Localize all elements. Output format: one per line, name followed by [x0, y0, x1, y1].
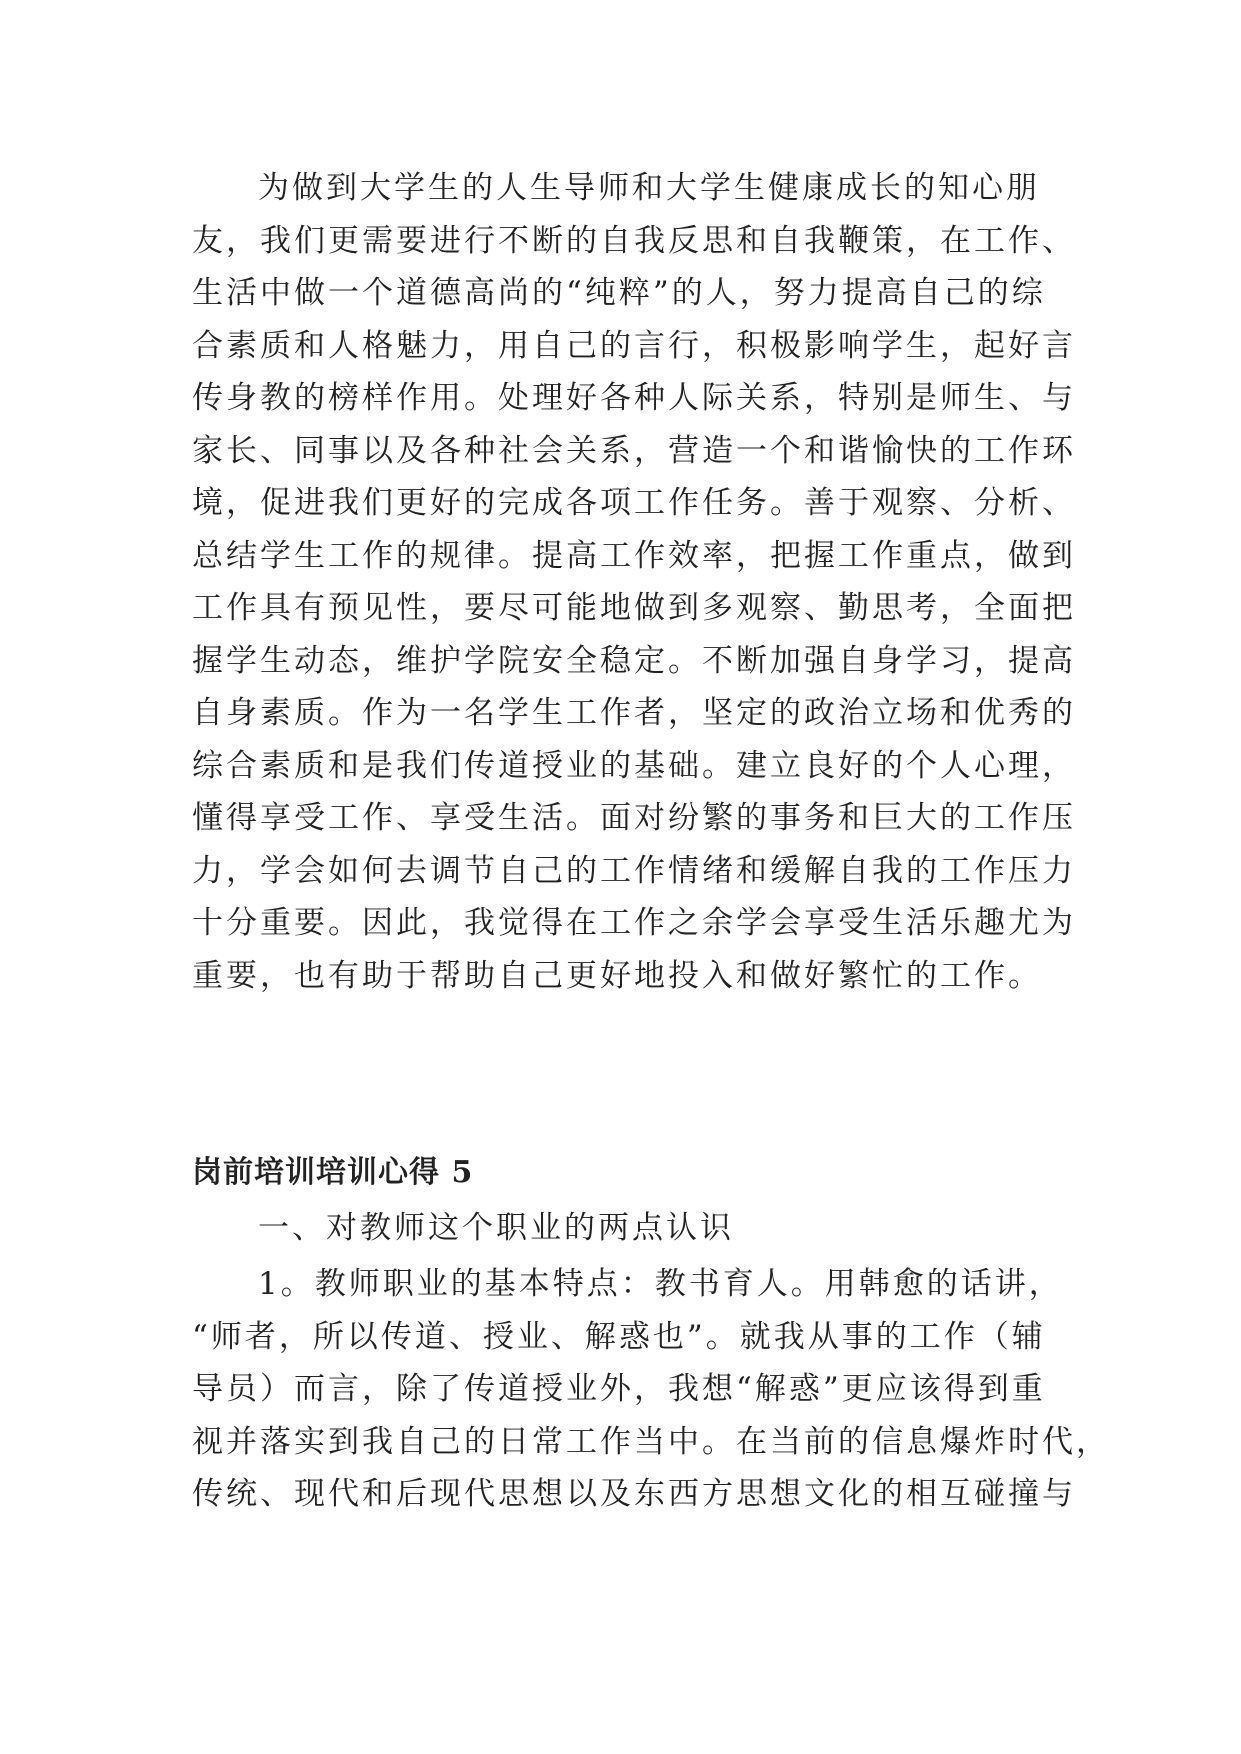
section-heading: 岗前培训培训心得 5: [192, 1155, 474, 1190]
subheading: [192, 1202, 1068, 1255]
body-paragraph-1: [192, 162, 1076, 1002]
text-line: “师者，所以传道、授业、解惑也”。就我从事的工作（辅: [192, 1318, 1046, 1355]
text-line: 家长、同事以及各种社会关系，营造一个和谐愉快的工作环: [192, 432, 1076, 469]
text-line: 生活中做一个道德高尚的“纯粹”的人，努力提高自己的综: [192, 275, 1046, 311]
text-line: 总结学生工作的规律。提高工作效率，把握工作重点，做到: [192, 537, 1076, 574]
subheading-text: 一、对教师这个职业的两点认识: [258, 1210, 734, 1246]
text-line: 1。教师职业的基本特点：教书育人。用韩愈的话讲，: [258, 1266, 1063, 1302]
text-line: 传身教的榜样作用。处理好各种人际关系，特别是师生、与: [192, 380, 1076, 416]
text-line: 视并落实到我自己的日常工作当中。在当前的信息爆炸时代，: [192, 1423, 1110, 1460]
text-line: 懂得享受工作、享受生活。面对纷繁的事务和巨大的工作压: [192, 800, 1076, 836]
text-line: 综合素质和是我们传道授业的基础。建立良好的个人心理，: [192, 747, 1076, 784]
text-line: 为做到大学生的人生导师和大学生健康成长的知心朋: [258, 170, 1040, 206]
body-paragraph-2: [192, 1258, 1110, 1521]
text-line: 重要，也有助于帮助自己更好地投入和做好繁忙的工作。: [192, 957, 1042, 994]
text-line: 十分重要。因此，我觉得在工作之余学会享受生活乐趣尤为: [192, 905, 1076, 941]
text-line: 握学生动态，维护学院安全稳定。不断加强自身学习，提高: [192, 642, 1076, 679]
text-line: 导员）而言，除了传道授业外，我想“解惑”更应该得到重: [192, 1371, 1046, 1407]
text-line: 自身素质。作为一名学生工作者，坚定的政治立场和优秀的: [192, 695, 1076, 731]
text-line: 工作具有预见性，要尽可能地做到多观察、勤思考，全面把: [192, 590, 1076, 626]
text-line: 合素质和人格魅力，用自己的言行，积极影响学生，起好言: [192, 327, 1076, 364]
text-line: 境，促进我们更好的完成各项工作任务。善于观察、分析、: [192, 485, 1076, 521]
text-line: 友，我们更需要进行不断的自我反思和自我鞭策，在工作、: [192, 222, 1076, 259]
text-line: 力，学会如何去调节自己的工作情绪和缓解自我的工作压力: [192, 852, 1076, 889]
text-line: 传统、现代和后现代思想以及东西方思想文化的相互碰撞与: [192, 1476, 1076, 1512]
